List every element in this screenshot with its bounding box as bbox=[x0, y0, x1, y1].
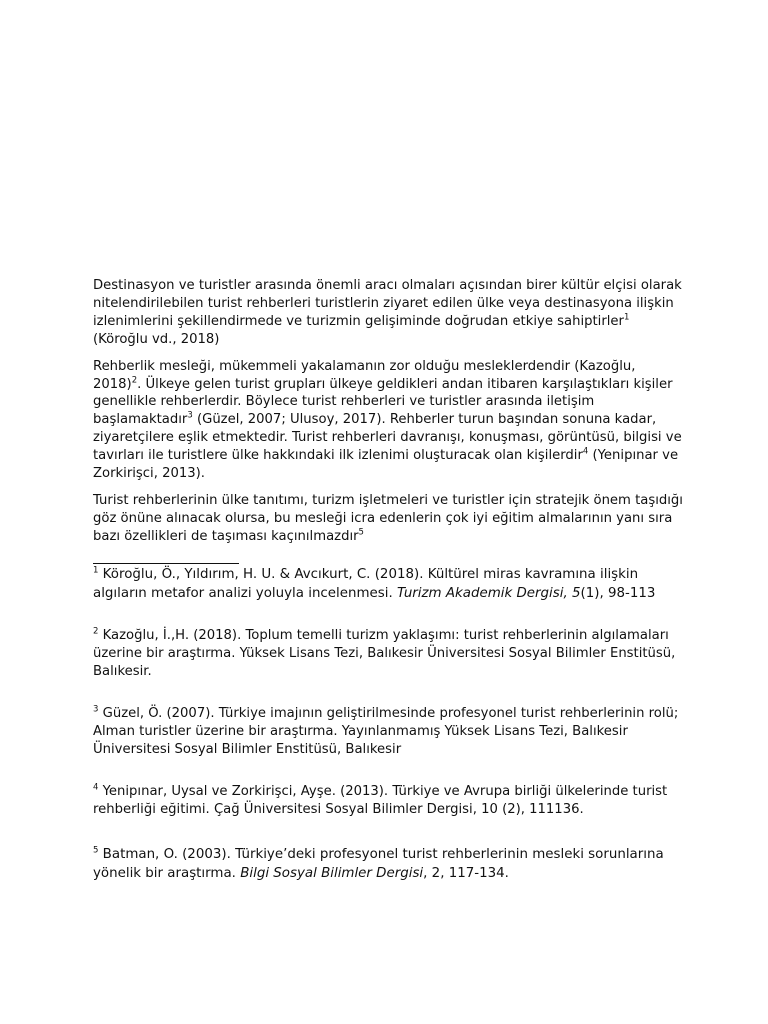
paragraph-text: Turist rehberlerinin ülke tanıtımı, turizm işletmeleri ve turistler için stratejik önem taşıdığı göz önüne alınacak olursa, bu mesleği icra edenlerin çok iyi eğitim almalarının yanı sıra bazı özellikleri de taşıması kaçınılmazdır bbox=[93, 492, 683, 544]
footnote-2 bbox=[93, 627, 683, 681]
footnote-number: 5 bbox=[93, 845, 99, 856]
footnote-ref-4[interactable]: 4 bbox=[582, 446, 589, 457]
footnote-3 bbox=[93, 705, 683, 759]
footnote-tail: , 2, 117-134. bbox=[423, 865, 509, 881]
footnote-number: 2 bbox=[93, 626, 99, 637]
footnote-text: Köroğlu, Ö., Yıldırım, H. U. & Avcıkurt, C. (2018). Kültürel miras kavramına ilişkin algıların metafor analizi yoluyla incelenmesi. bbox=[93, 566, 639, 601]
footnote-5 bbox=[93, 845, 683, 883]
footnote-ref-5[interactable]: 5 bbox=[358, 527, 364, 538]
journal-title: Turizm Akademik Dergisi, 5 bbox=[396, 585, 581, 601]
journal-title: Bilgi Sosyal Bilimler Dergisi bbox=[240, 865, 424, 881]
paragraph-text: Destinasyon ve turistler arasında önemli aracı olmaları açısından birer kültür elçisi olarak nitelendirilebilen turist rehberleri turistlerin ziyaret edilen ülke veya destinasyona ilişkin izlenimlerini şekillendirmede ve turizmin gelişiminde doğrudan etkiye sahiptirler bbox=[93, 278, 682, 329]
footnote-separator bbox=[93, 563, 239, 564]
citation-text: (Yenipınar ve Zorkirişci, 2013). bbox=[93, 448, 679, 482]
footnote-text: Güzel, Ö. (2007). Türkiye imajının geliştirilmesinde profesyonel turist rehberlerinin rolü; Alman turistler üzerine bir araştırma. Yayınlanmamış Yüksek Lisans Tezi, Balıkesir Üniversitesi Sosyal Bilimler Enstitüsü, Balıkesir bbox=[93, 705, 679, 757]
document-page bbox=[93, 277, 683, 883]
citation-text: (Köroğlu vd., 2018) bbox=[93, 331, 220, 347]
footnote-number: 3 bbox=[93, 704, 99, 715]
paragraph-text: Rehberlik mesleği, mükemmeli yakalamanın zor olduğu mesleklerdendir (Kazoğlu, 2018) bbox=[93, 358, 636, 392]
footnote-ref-3[interactable]: 3 bbox=[187, 410, 193, 421]
body-paragraph-3 bbox=[93, 492, 683, 546]
body-paragraph-2 bbox=[93, 358, 683, 483]
footnote-ref-2[interactable]: 2 bbox=[131, 375, 138, 386]
footnote-4 bbox=[93, 783, 683, 819]
footnote-number: 1 bbox=[93, 565, 99, 576]
footnote-number: 4 bbox=[93, 782, 99, 793]
footnote-text: Batman, O. (2003). Türkiye’deki profesyonel turist rehberlerinin mesleki sorunlarına yönelik bir araştırma. bbox=[93, 846, 664, 881]
footnote-1 bbox=[93, 565, 683, 603]
paragraph-text: (Güzel, 2007; Ulusoy, 2017). Rehberler turun başından sonuna kadar, ziyaretçilere eşlik etmektedir. Turist rehberleri davranışı, konuşması, görüntüsü, bilgisi ve tavırları ile turistlere ülke hakkındaki ilk izlenimi oluşturacak olan kişilerdir bbox=[93, 412, 682, 464]
footnote-text: Kazoğlu, İ.,H. (2018). Toplum temelli turizm yaklaşımı: turist rehberlerinin algılamaları üzerine bir araştırma. Yüksek Lisans Tezi, Balıkesir Üniversitesi Sosyal Bilimler Enstitüsü, Balıkesir. bbox=[93, 627, 676, 679]
footnote-text: Yenipınar, Uysal ve Zorkirişci, Ayşe. (2013). Türkiye ve Avrupa birliği ülkelerinde turist rehberliği eğitimi. Çağ Üniversitesi Sosyal Bilimler Dergisi, 10 (2), 111136. bbox=[93, 783, 668, 817]
body-paragraph-1 bbox=[93, 277, 683, 349]
footnote-ref-1[interactable]: 1 bbox=[623, 312, 630, 323]
footnote-tail: (1), 98-113 bbox=[580, 585, 656, 601]
paragraph-text: . Ülkeye gelen turist grupları ülkeye geldikleri andan itibaren karşılaştıkları kişiler genellikle rehberlerdir. Böylece turist rehberleri ve turistler arasında iletişim başlamaktadır bbox=[93, 376, 673, 428]
